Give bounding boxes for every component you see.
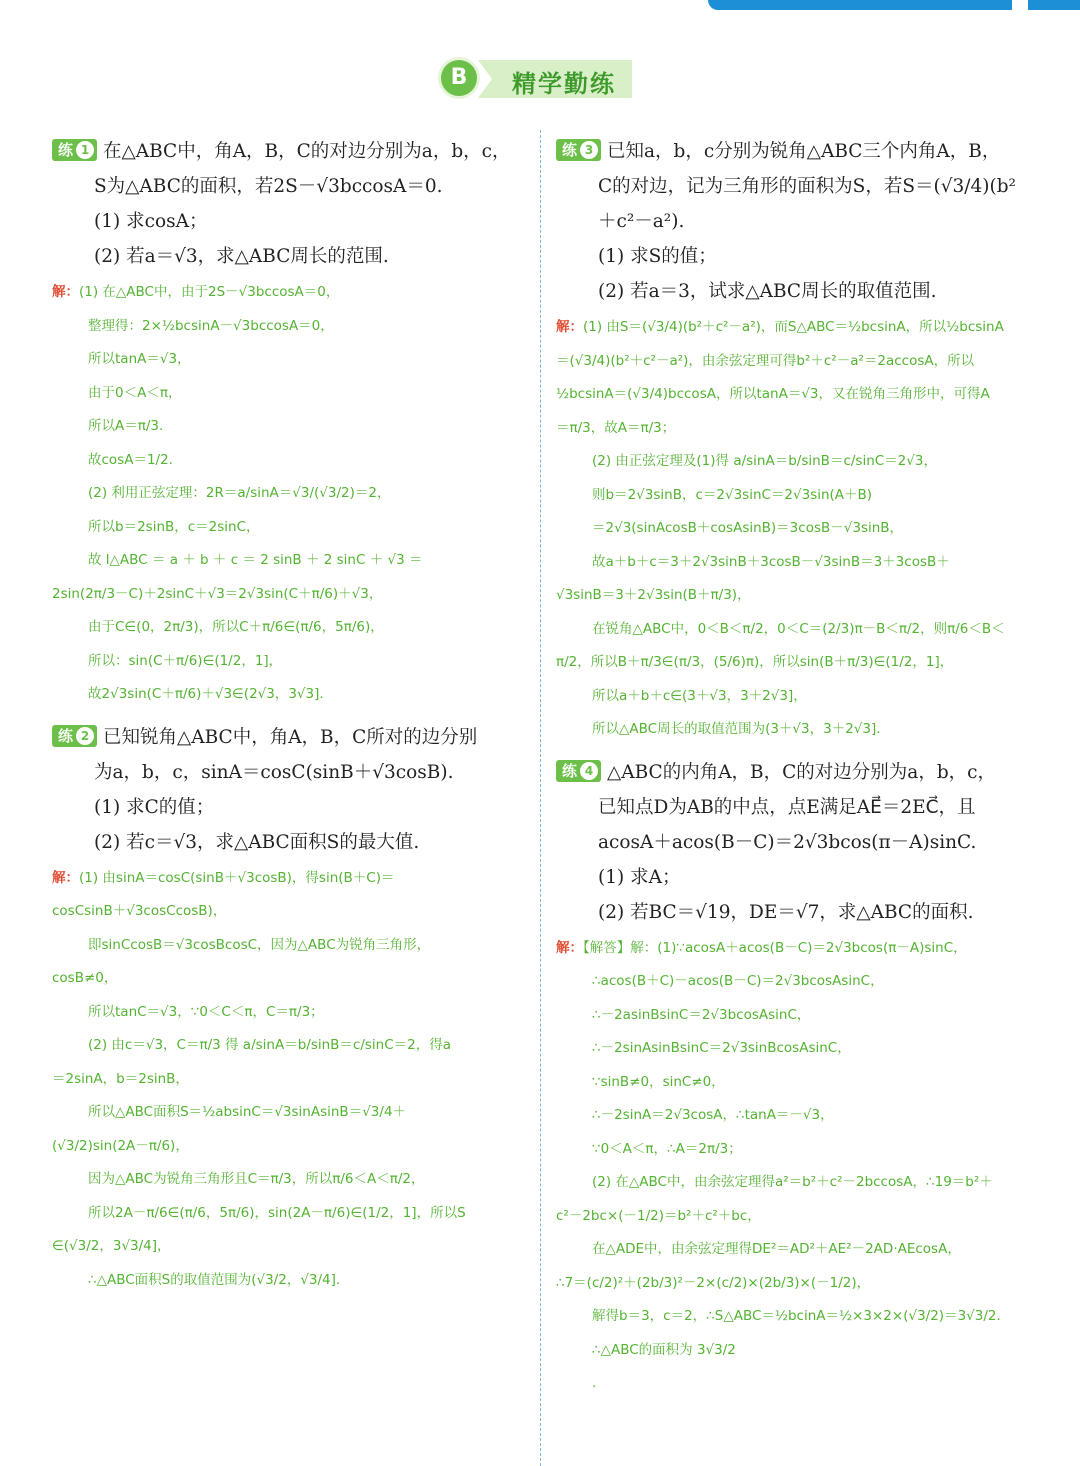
solution-line: 解：【解答】解：(1)∵acosA＋acos(B－C)＝2√3bcos(π－A)sinC，: [556, 939, 967, 956]
problem-badge: 练 3: [556, 139, 601, 161]
solution-line: 在锐角△ABC中，0＜B＜π/2，0＜C＝(2/3)π－B＜π/2，则π/6＜B＜: [592, 620, 1005, 637]
left-column: [52, 134, 526, 1297]
solution-line: 解：(1) 在△ABC中，由于2S－√3bccosA＝0，: [52, 284, 340, 300]
solution-line: 因为△ABC为锐角三角形且C＝π/3，所以π/6＜A＜π/2，: [88, 1171, 425, 1187]
solution-line: ＝π/3，故A＝π/3；: [556, 419, 676, 436]
problem-stem-line: 练 2 已知锐角△ABC中，角A，B，C所对的边分别: [52, 720, 526, 755]
solution-line: ＝(√3/4)(b²＋c²－a²)，由余弦定理可得b²＋c²－a²＝2accosA，所以: [556, 352, 975, 369]
problem-part: (2) 若a＝3，试求△ABC周长的取值范围.: [598, 281, 937, 302]
solution-line: 解：(1) 由S＝(√3/4)(b²＋c²－a²)，而S△ABC＝½bcsinA，所以½bcsinA: [556, 319, 1004, 335]
solution-line: 由于C∈(0，2π/3)，所以C＋π/6∈(π/6，5π/6)，: [88, 619, 384, 635]
solution-line: 所以△ABC周长的取值范围为(3＋√3，3＋2√3].: [592, 721, 881, 737]
section-banner: [438, 56, 636, 102]
solution-line: (√3/2)sin(2A－π/6)，: [52, 1137, 189, 1154]
problem-badge: 练 4: [556, 760, 601, 782]
column-divider: [540, 130, 541, 1466]
solution-line: 故a＋b＋c＝3＋2√3sinB＋3cosB－√3sinB＝3＋3cosB＋: [592, 553, 950, 570]
solution-line: ∴－2asinBsinC＝2√3bcosAsinC，: [592, 1006, 811, 1023]
solution-line: 则b＝2√3sinB，c＝2√3sinC＝2√3sin(A＋B): [592, 486, 873, 503]
solution-line: 解得b＝3，c＝2，∴S△ABC＝½bcinA＝½×3×2×(√3/2)＝3√3/2.: [592, 1308, 1001, 1324]
problem-stem-line: 为a，b，c，sinA＝cosC(sinB＋√3cosB).: [94, 761, 454, 783]
solution-line: ½bcsinA＝(√3/4)bccosA，所以tanA＝√3，又在锐角三角形中，可得A: [556, 386, 990, 402]
section-letter-badge: B: [438, 57, 480, 99]
solution-line: ∴－2sinA＝2√3cosA，∴tanA＝－√3，: [592, 1107, 834, 1123]
solution-label: 解：: [556, 939, 583, 956]
solution-line: cosB≠0，: [52, 970, 118, 986]
problem-stem-line: 练 4 △ABC的内角A，B，C的对边分别为a，b，c，: [556, 755, 1034, 790]
solution-line: ∴△ABC的面积为 3√3/2: [592, 1341, 736, 1358]
solution-label: 解：: [556, 319, 583, 335]
header-bar: [708, 0, 1012, 10]
solution-line: 整理得：2×½bcsinA－√3bccosA＝0，: [88, 317, 334, 334]
solution-line: cosCsinB＋√3cosCcosB)，: [52, 903, 227, 919]
solution-line: 故 l△ABC ＝ a ＋ b ＋ c ＝ 2 sinB ＋ 2 sinC ＋ √3 ＝: [88, 552, 423, 568]
solution-line: 所以A＝π/3.: [88, 418, 164, 434]
problem-stem-line: 练 3 已知a，b，c分别为锐角△ABC三个内角A，B，: [556, 134, 1034, 169]
solution-line: 所以b＝2sinB，c＝2sinC，: [88, 518, 260, 535]
solution-2: [52, 862, 526, 1298]
solution-line: (2) 利用正弦定理：2R＝a/sinA＝√3/(√3/2)＝2，: [88, 485, 391, 501]
problem-part: (1) 求S的值；: [598, 246, 717, 267]
solution-label: 解：: [52, 869, 79, 886]
solution-line: (2) 由c＝√3，C＝π/3 得 a/sinA＝b/sinB＝c/sinC＝2，得a: [88, 1037, 452, 1053]
problem-1: [52, 134, 526, 274]
solution-line: ∴－2sinAsinBsinC＝2√3sinBcosAsinC，: [592, 1040, 851, 1056]
solution-3: [556, 311, 1034, 747]
solution-line: 所以tanA＝√3，: [88, 351, 191, 367]
solution-line: 在△ADE中，由余弦定理得DE²＝AD²＋AE²－2AD·AEcosA，: [592, 1241, 961, 1257]
problem-stem-line: ＋c²－a²).: [598, 211, 685, 232]
problem-part: (2) 若BC＝√19，DE＝√7，求△ABC的面积.: [598, 901, 974, 923]
problem-part: (1) 求cosA；: [94, 211, 208, 232]
problem-stem-line: 练 1 在△ABC中，角A，B，C的对边分别为a，b，c，: [52, 134, 526, 169]
solution-line: 2sin(2π/3－C)＋2sinC＋√3＝2√3sin(C＋π/6)＋√3，: [52, 585, 383, 602]
solution-line: 解：(1) 由sinA＝cosC(sinB＋√3cosB)，得sin(B＋C)＝: [52, 869, 395, 886]
solution-line: ＝2sinA，b＝2sinB，: [52, 1070, 189, 1087]
solution-line: c²－2bc×(－1/2)＝b²＋c²＋bc，: [556, 1207, 761, 1224]
problem-3: [556, 134, 1034, 309]
solution-line: 所以2A－π/6∈(π/6，5π/6)，sin(2A－π/6)∈(1/2，1]，所以S: [88, 1204, 466, 1221]
solution-line: 所以a＋b＋c∈(3＋√3，3＋2√3]，: [592, 687, 807, 704]
solution-line: √3sinB＝3＋2√3sin(B＋π/3)，: [556, 587, 751, 603]
section-title: 精学勤练: [512, 70, 616, 98]
solution-line: 所以tanC＝√3，∵0＜C＜π，C＝π/3；: [88, 1003, 324, 1020]
problem-badge: 练 1: [52, 139, 97, 161]
problem-4: [556, 755, 1034, 930]
solution-line: 即sinCcosB＝√3cosBcosC，因为△ABC为锐角三角形，: [88, 936, 431, 953]
right-column: [556, 134, 1034, 1401]
solution-line: ∵0＜A＜π，∴A＝2π/3；: [592, 1140, 742, 1157]
problem-part: (1) 求A；: [598, 866, 681, 888]
solution-line: ∴acos(B＋C)－acos(B－C)＝2√3bcosAsinC，: [592, 973, 884, 989]
problem-part: (2) 若a＝√3，求△ABC周长的范围.: [94, 246, 389, 267]
solution-4: [556, 932, 1034, 1401]
solution-line: ∴△ABC面积S的取值范围为(√3/2，√3/4].: [88, 1271, 341, 1288]
problem-stem-line: acosA＋acos(B－C)＝2√3bcos(π－A)sinC.: [598, 831, 977, 853]
solution-line: (2) 在△ABC中，由余弦定理得a²＝b²＋c²－2bccosA，∴19＝b²＋: [592, 1174, 993, 1190]
solution-line: ∴7＝(c/2)²＋(2b/3)²－2×(c/2)×(2b/3)×(－1/2)，: [556, 1274, 871, 1291]
solution-line: π/2，所以B＋π/3∈(π/3，(5/6)π)，所以sin(B＋π/3)∈(1/2，1]，: [556, 654, 954, 670]
solution-line: 所以：sin(C＋π/6)∈(1/2，1]，: [88, 652, 283, 669]
problem-stem-line: 已知点D为AB的中点，点E满足AE⃗＝2EC⃗，且: [598, 796, 976, 818]
problem-part: (2) 若c＝√3，求△ABC面积S的最大值.: [94, 831, 420, 853]
solution-line: 所以△ABC面积S＝½absinC＝√3sinAsinB＝√3/4＋: [88, 1104, 407, 1120]
solution-line: .: [592, 1375, 597, 1391]
problem-2: [52, 720, 526, 860]
solution-line: ∵sinB≠0，sinC≠0，: [592, 1073, 725, 1090]
solution-line: ∈(√3/2，3√3/4]，: [52, 1238, 171, 1254]
problem-stem-line: C的对边，记为三角形的面积为S，若S＝(√3/4)(b²: [598, 176, 1016, 197]
header-bar-right: [1028, 0, 1080, 10]
solution-line: 故2√3sin(C＋π/6)＋√3∈(2√3，3√3].: [88, 686, 324, 702]
problem-badge: 练 2: [52, 725, 97, 747]
problem-stem-line: S为△ABC的面积，若2S－√3bccosA＝0.: [94, 176, 443, 197]
solution-line: 由于0＜A＜π，: [88, 384, 182, 401]
solution-line: 故cosA＝1/2.: [88, 451, 173, 468]
solution-label: 解：: [52, 284, 79, 300]
solution-line: (2) 由正弦定理及(1)得 a/sinA＝b/sinB＝c/sinC＝2√3，: [592, 453, 937, 469]
solution-line: ＝2√3(sinAcosB＋cosAsinB)＝3cosB－√3sinB，: [592, 520, 904, 536]
solution-1: [52, 276, 526, 712]
problem-part: (1) 求C的值；: [94, 796, 215, 818]
